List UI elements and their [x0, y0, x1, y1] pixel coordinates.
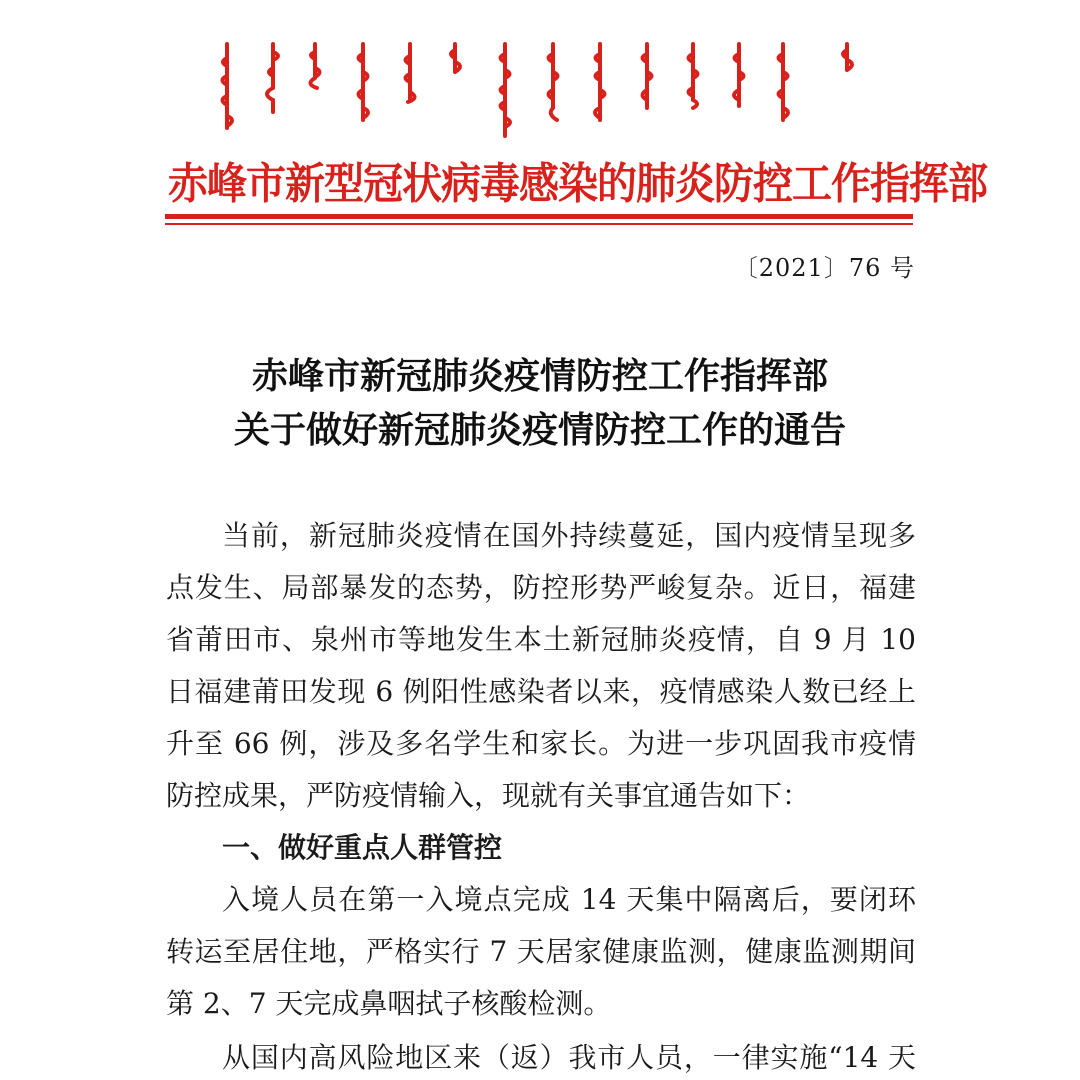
mongolian-script-header [215, 38, 875, 138]
body-text-line: 入境人员在第一入境点完成 14 天集中隔离后，要闭环 [222, 883, 916, 916]
body-text-line: 从国内高风险地区来（返）我市人员，一律实施“14 天 [222, 1041, 916, 1074]
body-text-line: 省莆田市、泉州市等地发生本土新冠肺炎疫情，自 9 月 10 [166, 623, 916, 656]
header-divider-thick [165, 214, 913, 219]
document-number: 〔2021〕76 号 [733, 254, 915, 282]
body-text-line: 日福建莆田发现 6 例阳性感染者以来，疫情感染人数已经上 [166, 675, 916, 708]
body-text-line: 点发生、局部暴发的态势，防控形势严峻复杂。近日，福建 [166, 571, 916, 604]
header-divider-thin [165, 223, 913, 225]
agency-name: 赤峰市新型冠状病毒感染的肺炎防控工作指挥部 [168, 158, 987, 210]
body-text-line: 升至 66 例，涉及多名学生和家长。为进一步巩固我市疫情 [166, 727, 916, 760]
body-text-line: 当前，新冠肺炎疫情在国外持续蔓延，国内疫情呈现多 [222, 519, 916, 552]
document-title-line-2: 关于做好新冠肺炎疫情防控工作的通告 [233, 409, 846, 451]
mongolian-script-logo [215, 38, 875, 138]
body-text-line: 转运至居住地，严格实行 7 天居家健康监测，健康监测期间 [166, 935, 916, 968]
section-heading: 一、做好重点人群管控 [222, 831, 503, 864]
body-text-line: 第 2、7 天完成鼻咽拭子核酸检测。 [166, 987, 612, 1020]
body-text-line: 防控成果，严防疫情输入，现就有关事宜通告如下： [166, 779, 811, 812]
document-title-line-1: 赤峰市新冠肺炎疫情防控工作指挥部 [251, 355, 828, 397]
